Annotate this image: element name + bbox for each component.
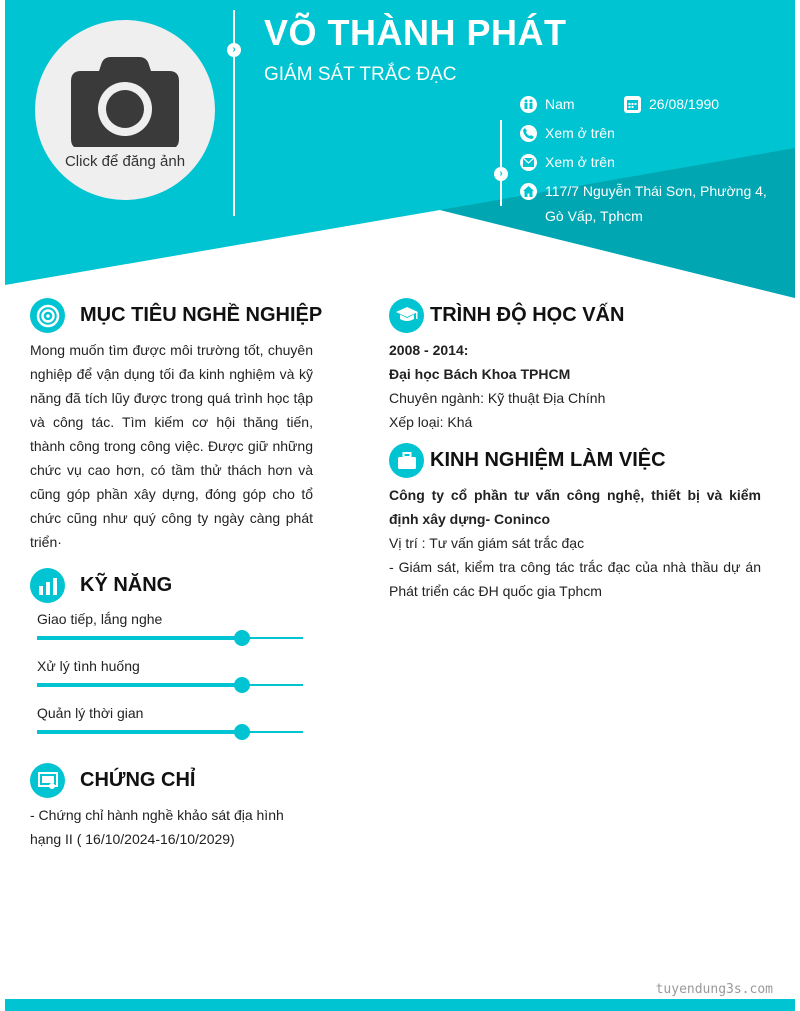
skill-bar bbox=[37, 637, 303, 639]
watermark: tuyendung3s.com bbox=[655, 982, 773, 997]
skill-bar-knob bbox=[234, 724, 250, 740]
education-period: 2008 - 2014: bbox=[389, 342, 469, 358]
phone-value: Xem ở trên bbox=[545, 125, 615, 141]
education-block bbox=[389, 338, 761, 434]
experience-heading bbox=[389, 443, 666, 478]
education-heading bbox=[389, 298, 624, 333]
camera-icon bbox=[71, 57, 179, 147]
education-title: TRÌNH ĐỘ HỌC VẤN bbox=[430, 304, 625, 326]
candidate-name: VÕ THÀNH PHÁT bbox=[264, 12, 567, 53]
briefcase-icon bbox=[389, 443, 424, 478]
envelope-icon bbox=[520, 154, 537, 171]
skills-heading bbox=[30, 568, 172, 603]
chevron-right-icon: › bbox=[494, 167, 508, 181]
avatar-caption: Click để đăng ảnh bbox=[64, 152, 186, 170]
contact-email bbox=[520, 154, 615, 175]
skill-bar-knob bbox=[234, 677, 250, 693]
education-school: Đại học Bách Khoa TPHCM bbox=[389, 366, 571, 382]
target-icon bbox=[30, 298, 65, 333]
objective-heading bbox=[30, 298, 322, 333]
birthdate-value: 26/08/1990 bbox=[649, 96, 720, 112]
skill-bar-fill bbox=[37, 636, 242, 640]
address-line-1: 117/7 Nguyễn Thái Sơn, Phường 4, bbox=[545, 183, 767, 199]
experience-title: KINH NGHIỆM LÀM VIỆC bbox=[430, 449, 666, 471]
home-icon bbox=[520, 183, 537, 200]
skill-bar bbox=[37, 731, 303, 733]
skill-label: Quản lý thời gian bbox=[37, 705, 144, 721]
bar-chart-icon bbox=[30, 568, 65, 603]
contact-gender bbox=[520, 96, 575, 117]
skill-label: Giao tiếp, lắng nghe bbox=[37, 611, 163, 627]
address-value bbox=[545, 179, 767, 229]
gender-value: Nam bbox=[545, 96, 575, 112]
skill-bar-fill bbox=[37, 683, 242, 687]
contact-phone bbox=[520, 125, 615, 146]
address-line-2: Gò Vấp, Tphcm bbox=[545, 208, 643, 224]
certificates-title: CHỨNG CHỈ bbox=[80, 769, 196, 791]
skill-bar-fill bbox=[37, 730, 242, 734]
job-title: GIÁM SÁT TRẮC ĐẠC bbox=[264, 64, 457, 85]
skill-label: Xử lý tình huống bbox=[37, 658, 140, 674]
objective-text: Mong muốn tìm được môi trường tốt, chuyên nghiệp để vận dụng tối đa kinh nghiệm và kỹ năng đã tích lũy được trong quá trình học tập và công tác. Tìm kiếm cơ hội thăng tiến, thành công trong công việc. Được giữ những chức vụ cao hơn, có tầm thử thách hơn và cũng góp phần xây dựng, đóng góp cho tổ chức cũng như quý công ty ngày càng phát triển· bbox=[30, 342, 313, 550]
contact-address bbox=[520, 183, 767, 229]
certificates-text: - Chứng chỉ hành nghề khảo sát địa hình hạng II ( 16/10/2024-16/10/2029) bbox=[30, 807, 284, 847]
objective-title: MỤC TIÊU NGHỀ NGHIỆP bbox=[80, 304, 323, 326]
education-grade: Xếp loại: Khá bbox=[389, 414, 473, 430]
skill-bar bbox=[37, 684, 303, 686]
contact-divider-line bbox=[500, 120, 502, 206]
experience-company: Công ty cổ phần tư vấn công nghệ, thiết bị và kiểm định xây dựng- Coninco bbox=[389, 487, 761, 527]
skills-title: KỸ NĂNG bbox=[80, 574, 173, 596]
skill-bar-knob bbox=[234, 630, 250, 646]
education-major: Chuyên ngành: Kỹ thuật Địa Chính bbox=[389, 390, 606, 406]
experience-position: Vị trí : Tư vấn giám sát trắc đạc bbox=[389, 535, 585, 551]
phone-icon bbox=[520, 125, 537, 142]
footer-bar bbox=[5, 999, 795, 1011]
calendar-icon bbox=[624, 96, 641, 113]
email-value: Xem ở trên bbox=[545, 154, 615, 170]
contact-birthdate bbox=[624, 96, 719, 117]
avatar-upload[interactable] bbox=[35, 20, 215, 200]
certificates-heading bbox=[30, 763, 195, 798]
header-divider-line bbox=[233, 10, 235, 216]
graduation-cap-icon bbox=[389, 298, 424, 333]
experience-block bbox=[389, 483, 761, 603]
experience-description: - Giám sát, kiểm tra công tác trắc đạc của nhà thầu dự án Phát triển các ĐH quốc gia Tphcm bbox=[389, 559, 761, 599]
chevron-right-icon: › bbox=[227, 43, 241, 57]
gender-icon bbox=[520, 96, 537, 113]
certificate-icon bbox=[30, 763, 65, 798]
